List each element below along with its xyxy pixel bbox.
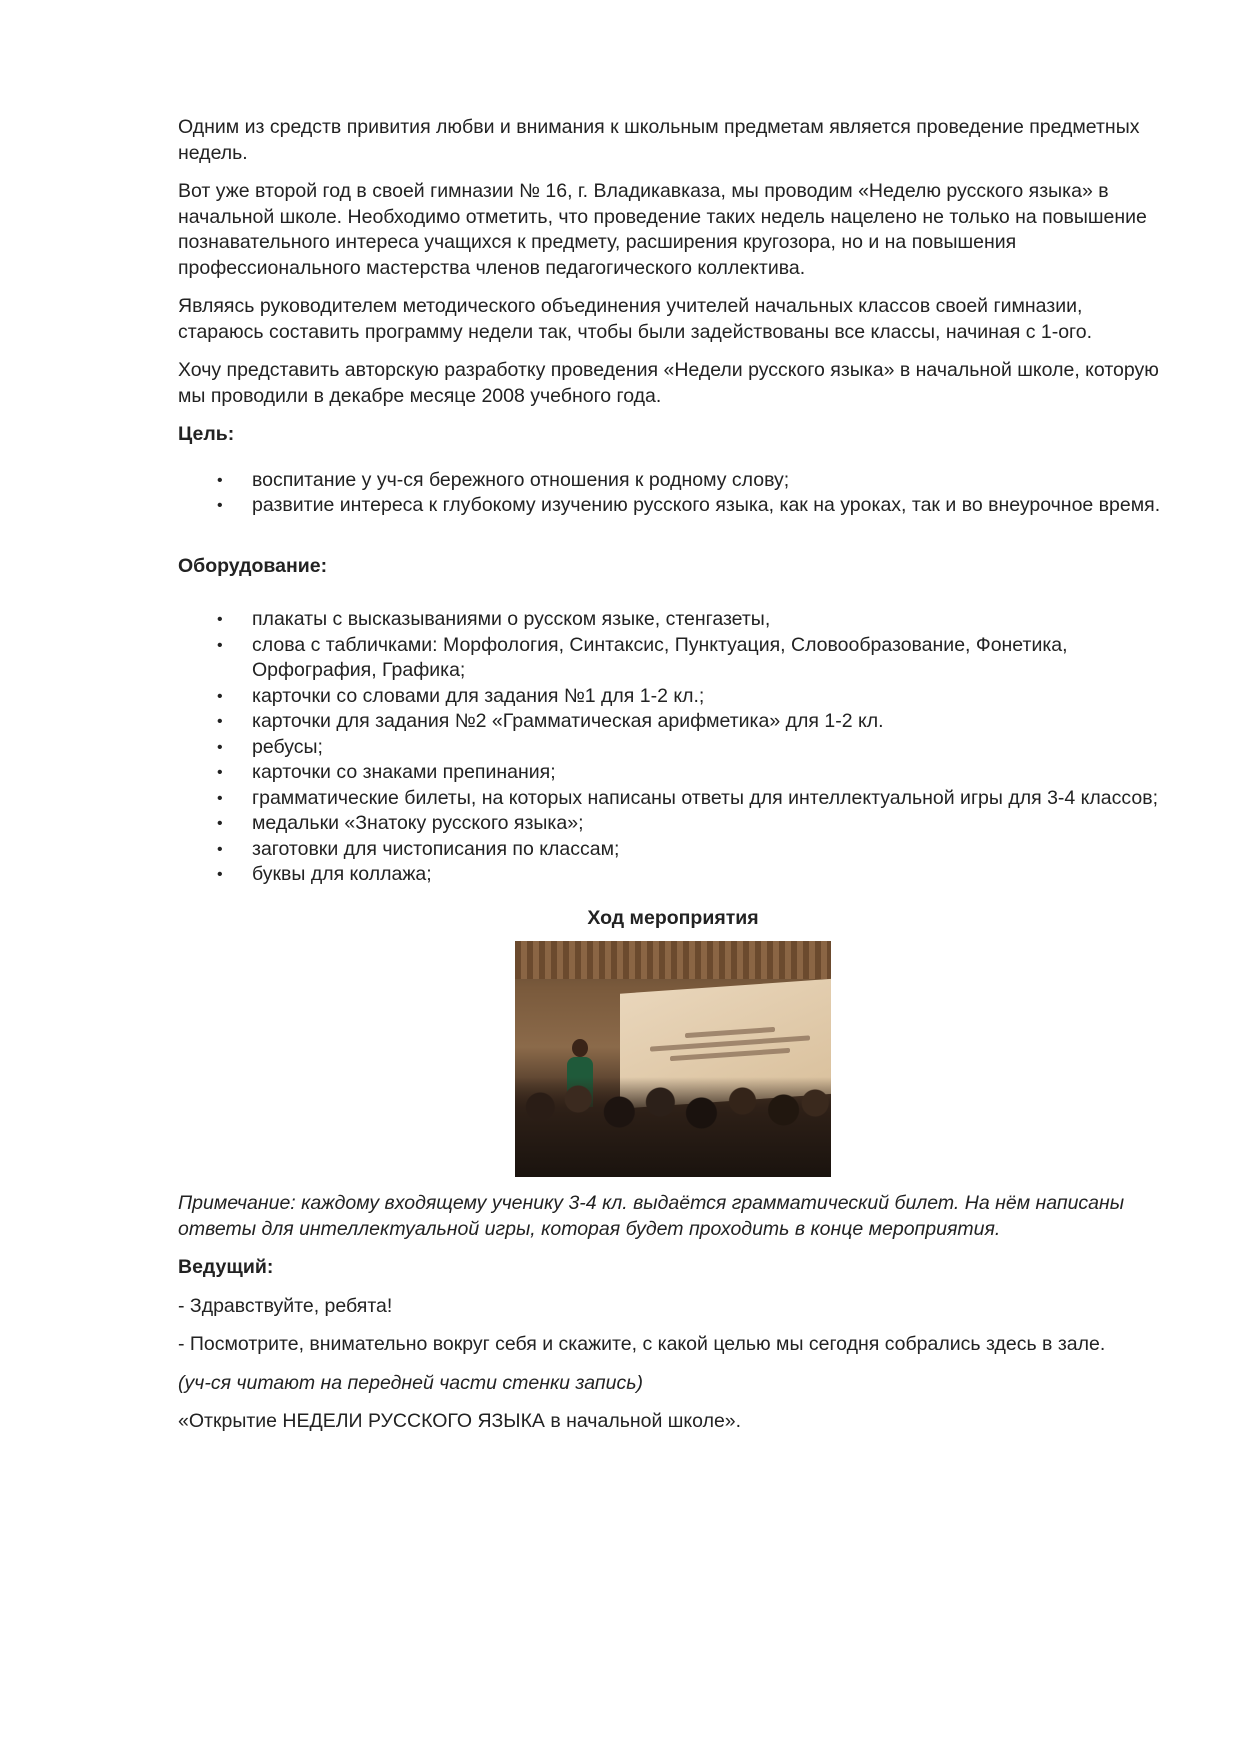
list-item: • буквы для коллажа; — [178, 862, 1168, 888]
host-line-2: - Посмотрите, внимательно вокруг себя и скажите, с какой целью мы сегодня собрались здесь в зале. — [178, 1333, 1106, 1355]
goal-list — [178, 468, 1168, 519]
event-title: Ход мероприятия — [587, 906, 759, 929]
intro-paragraph-4: Хочу представить авторскую разработку проведения «Недели русского языка» в начальной школе, которую мы проводили в декабре месяце 2008 учебного года. — [178, 359, 1159, 407]
bullet-icon: • — [217, 840, 223, 858]
bullet-icon: • — [217, 815, 223, 832]
list-item: • воспитание у уч-ся бережного отношения к родному слову; — [178, 468, 1168, 494]
list-item: • развитие интереса к глубокому изучению русского языка, как на уроках, так и во внеурочное время. — [178, 493, 1168, 519]
photo-container — [178, 941, 1168, 1177]
list-item: • медальки «Знатоку русского языка»; — [178, 811, 1168, 837]
event-note: Примечание: каждому входящему ученику 3-4 кл. выдаётся грамматический билет. На нём написаны ответы для интеллектуальной игры, которая будет проходить в конце мероприятия. — [178, 1192, 1125, 1240]
list-item: • заготовки для чистописания по классам; — [178, 837, 1168, 863]
photo-audience — [515, 1077, 831, 1177]
intro-paragraph-1: Одним из средств привития любви и внимания к школьным предметам является проведение предметных недель. — [178, 116, 1140, 164]
list-item: • грамматические билеты, на которых написаны ответы для интеллектуальной игры для 3-4 классов; — [178, 786, 1168, 812]
event-photo — [515, 941, 831, 1177]
list-item: • ребусы; — [178, 735, 1168, 761]
photo-curtain — [515, 941, 831, 979]
bullet-icon: • — [217, 497, 223, 514]
list-item: • карточки для задания №2 «Грамматическая арифметика» для 1-2 кл. — [178, 709, 1168, 735]
host-line-1: - Здравствуйте, ребята! — [178, 1294, 393, 1317]
opening-quote: «Открытие НЕДЕЛИ РУССКОГО ЯЗЫКА в начальной школе». — [178, 1410, 742, 1432]
bullet-icon: • — [217, 713, 223, 730]
document-page — [178, 115, 1168, 1448]
host-heading: Ведущий: — [178, 1256, 274, 1278]
bullet-icon: • — [217, 611, 223, 628]
list-item: • слова с табличками: Морфология, Синтаксис, Пунктуация, Словообразование, Фонетика, Орфография, Графика; — [217, 633, 1068, 681]
bullet-icon: • — [217, 738, 223, 756]
bullet-icon: • — [217, 471, 223, 489]
bullet-icon: • — [217, 866, 223, 883]
goal-heading: Цель: — [178, 423, 235, 445]
list-item: • карточки со словами для задания №1 для 1-2 кл.; — [178, 684, 1168, 710]
intro-paragraph-2: Вот уже второй год в своей гимназии № 16, г. Владикавказа, мы проводим «Неделю русского языка» в начальной школе. Необходимо отметить, что проведение таких недель нацелено не только на повышение познавательного интереса учащихся к предмету, расширения кругозора, но и на повышения профессионального мастерства членов педагогического коллектива. — [178, 180, 1147, 279]
bullet-icon: • — [217, 764, 223, 781]
list-item: • карточки со знаками препинания; — [178, 760, 1168, 786]
intro-paragraph-3: Являясь руководителем методического объединения учителей начальных классов своей гимназии, стараюсь составить программу недели так, чтобы были задействованы все классы, начиная с 1-ого. — [178, 295, 1093, 343]
bullet-icon: • — [217, 687, 223, 705]
equipment-heading: Оборудование: — [178, 554, 328, 577]
stage-note: (уч-ся читают на передней части стенки запись) — [178, 1371, 643, 1394]
list-item: • плакаты с высказываниями о русском языке, стенгазеты, — [178, 607, 1168, 633]
equipment-list — [178, 607, 1168, 888]
bullet-icon: • — [217, 636, 223, 654]
bullet-icon: • — [217, 789, 223, 807]
